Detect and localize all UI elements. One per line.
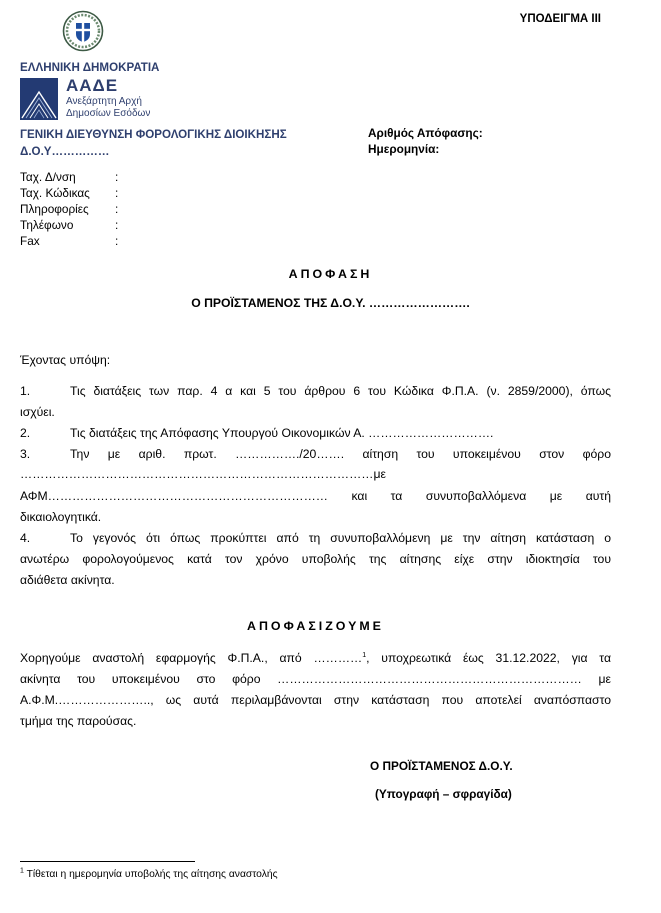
footnote-text: Τίθεται η ημερομηνία υποβολής της αίτησης αναστολής (23, 869, 278, 880)
item-number: 3. (20, 447, 31, 461)
item-4-line-1: Το γεγονός ότι όπως προκύπτει από τη συνυποβαλλόμενη με την αίτηση κατάσταση ο (70, 531, 611, 545)
aade-subtitle-line-1: Ανεξάρτητη Αρχή (66, 96, 142, 107)
item-4-line-3: αδιάθετα ακίνητα. (20, 573, 115, 587)
signature-stamp-label: (Υπογραφή – σφραγίδα) (375, 787, 512, 801)
head-of-office-line: Ο ΠΡΟΪΣΤΑΜΕΝΟΣ ΤΗΣ Δ.Ο.Υ. ……………………. (191, 296, 470, 310)
contact-label-phone: Τηλέφωνο (20, 218, 74, 232)
decision-line-1 (20, 650, 611, 666)
decision-line-1-end: , υποχρεωτικά έως 31.12.2022, για τα (366, 651, 611, 665)
item-number: 1. (20, 384, 31, 398)
contact-label-fax: Fax (20, 234, 40, 248)
directorate-label: ΓΕΝΙΚΗ ΔΙΕΥΘΥΝΣΗ ΦΟΡΟΛΟΓΙΚΗΣ ΔΙΟΙΚΗΣΗΣ (20, 128, 287, 141)
contact-label-postcode: Ταχ. Κώδικας (20, 186, 90, 200)
signature-title: Ο ΠΡΟΪΣΤΑΜΕΝΟΣ Δ.Ο.Υ. (370, 759, 513, 773)
decision-line-4: τμήμα της παρούσας. (20, 714, 137, 728)
footnote (20, 869, 278, 880)
item-1-line-1: Τις διατάξεις των παρ. 4 α και 5 του άρθρου 6 του Κώδικα Φ.Π.Α. (ν. 2859/2000), όπως (70, 384, 611, 398)
aade-subtitle-line-2: Δημοσίων Εσόδων (66, 108, 151, 119)
decision-date-label: Ημερομηνία: (368, 142, 440, 156)
contact-colon: : (115, 218, 119, 232)
footnote-divider (20, 861, 195, 862)
contact-label-info: Πληροφορίες (20, 202, 89, 216)
item-3-line-3: ΑΦΜ…………………………………………………………… και τα συνυποβαλλόμενα με αυτή (20, 489, 611, 503)
aade-logo-icon (20, 78, 58, 120)
decision-line-3: Α.Φ.Μ.………………….., ως αυτά περιλαμβάνονται στην κατάσταση που αποτελεί αναπόσπαστο (20, 693, 611, 707)
item-1-line-2: ισχύει. (20, 405, 55, 419)
aade-name: ΑΑΔΕ (66, 76, 119, 95)
considering-label: Έχοντας υπόψη: (20, 353, 111, 367)
contact-label-address: Ταχ. Δ/νση (20, 170, 76, 184)
republic-label: ΕΛΛΗΝΙΚΗ ΔΗΜΟΚΡΑΤΙΑ (20, 61, 160, 74)
item-2-line-1: Τις διατάξεις της Απόφασης Υπουργού Οικονομικών Α. …………………………. (70, 426, 494, 440)
decision-number-label: Αριθμός Απόφασης: (368, 126, 483, 140)
item-number: 2. (20, 426, 31, 440)
item-number: 4. (20, 531, 31, 545)
item-3-line-2: ……………………………………………………………………………με (20, 467, 386, 481)
contact-colon: : (115, 170, 119, 184)
template-label: ΥΠΟΔΕΙΓΜΑ III (519, 13, 601, 25)
decision-line-2: ακίνητα του υποκειμένου στο φόρο ………………………………………………………………… με (20, 672, 611, 686)
contact-colon: : (115, 202, 119, 216)
contact-colon: : (115, 234, 119, 248)
item-3-line-1: Την με αριθ. πρωτ. ……………./20……. αίτηση του υποκειμένου στον φόρο (70, 447, 611, 461)
footnote-mark: 1 (20, 867, 24, 875)
item-3-line-4: δικαιολογητικά. (20, 510, 102, 524)
footnote-reference: 1 (362, 651, 367, 659)
contact-colon: : (115, 186, 119, 200)
doy-label: Δ.Ο.Υ…………… (20, 145, 110, 158)
decision-line-1-start: Χορηγούμε αναστολή εφαρμογής Φ.Π.Α., από ………… (20, 651, 363, 665)
item-4-line-2: ανωτέρω φορολογούμενος κατά τον χρόνο υποβολής της αίτησης είχε στην ιδιοκτησία του (20, 552, 611, 566)
greek-emblem-icon (62, 10, 104, 52)
decision-title: ΑΠΟΦΑΣΗ (288, 267, 373, 281)
decide-title: ΑΠΟΦΑΣΙΖΟΥΜΕ (247, 619, 384, 633)
